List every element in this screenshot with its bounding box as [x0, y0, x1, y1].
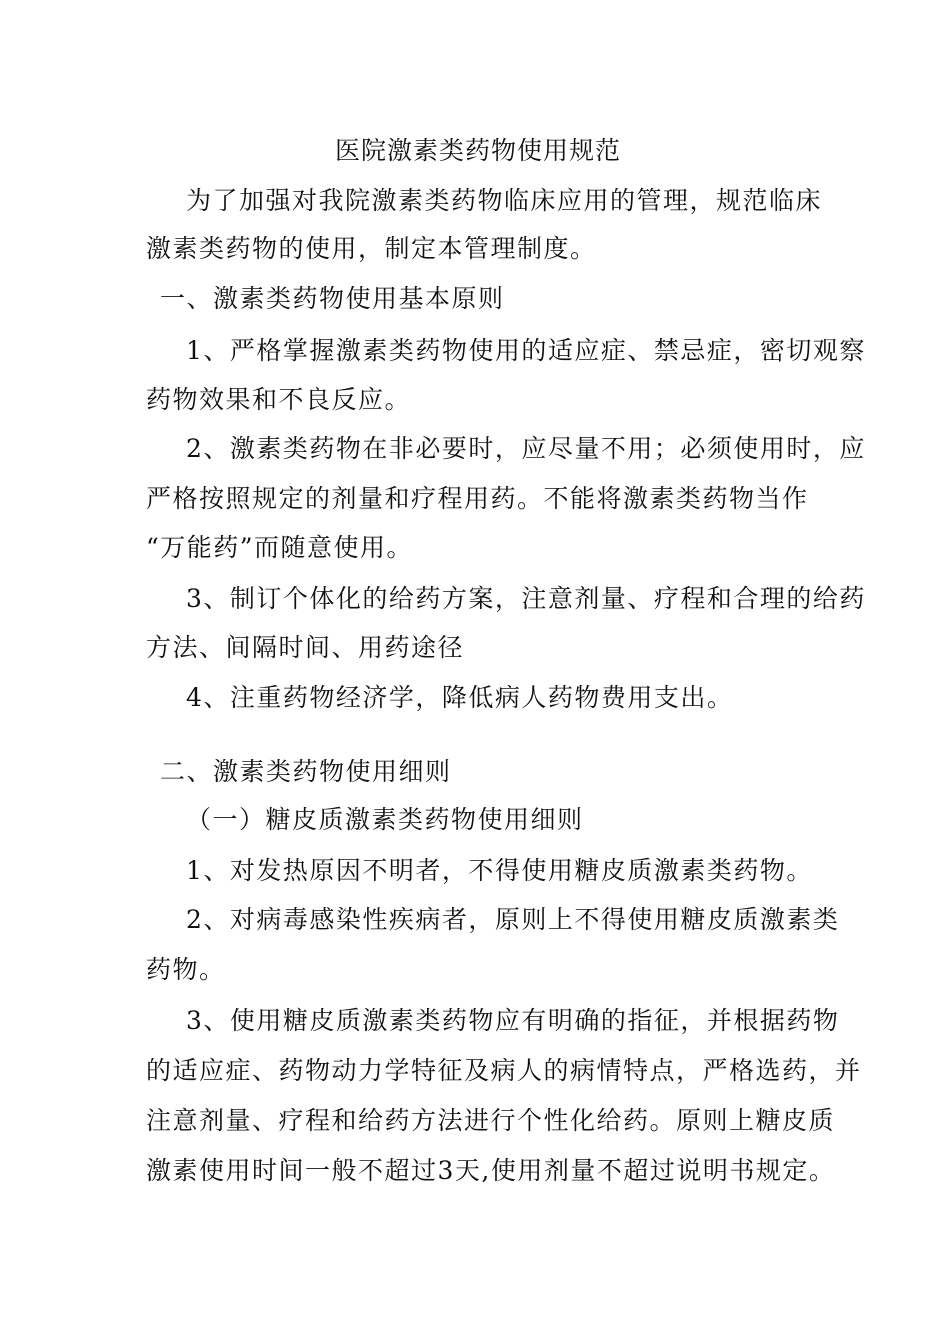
section2-item3-line1: 3、使用糖皮质激素类药物应有明确的指征，并根据药物: [186, 1006, 840, 1035]
section1-item1-line2: 药物效果和不良反应。: [146, 385, 412, 414]
intro-line-2: 激素类药物的使用，制定本管理制度。: [146, 234, 597, 263]
section2-item2-line1: 2、对病毒感染性疾病者，原则上不得使用糖皮质激素类: [186, 905, 840, 934]
section1-item1-line1: 1、严格掌握激素类药物使用的适应症、禁忌症，密切观察: [186, 336, 866, 365]
section1-item2-line1: 2、激素类药物在非必要时，应尽量不用；必须使用时，应: [186, 434, 866, 463]
section1-item2-line3: “万能药”而随意使用。: [146, 533, 414, 562]
section1-heading: 一、激素类药物使用基本原则: [160, 284, 505, 313]
section1-item3-line1: 3、制订个体化的给药方案，注意剂量、疗程和合理的给药: [186, 584, 866, 613]
section2-item3-line2: 的适应症、药物动力学特征及病人的病情特点，严格选药，并: [146, 1056, 862, 1085]
section2-item2-line2: 药物。: [146, 955, 226, 984]
section1-item3-line2: 方法、间隔时间、用药途径: [146, 633, 465, 662]
section2-item1-line1: 1、对发热原因不明者，不得使用糖皮质激素类药物。: [186, 856, 813, 885]
section1-item4-line1: 4、注重药物经济学，降低病人药物费用支出。: [186, 683, 734, 712]
section1-item2-line2: 严格按照规定的剂量和疗程用药。不能将激素类药物当作: [146, 484, 809, 513]
section2-heading: 二、激素类药物使用细则: [160, 757, 452, 786]
document-title: 医院激素类药物使用规范: [335, 136, 622, 165]
section2-item3-line4: 激素使用时间一般不超过3天,使用剂量不超过说明书规定。: [146, 1156, 836, 1185]
section2-subheading: （一）糖皮质激素类药物使用细则: [186, 805, 584, 834]
section2-item3-line3: 注意剂量、疗程和给药方法进行个性化给药。原则上糖皮质: [146, 1106, 836, 1135]
intro-line-1: 为了加强对我院激素类药物临床应用的管理，规范临床: [186, 186, 823, 215]
